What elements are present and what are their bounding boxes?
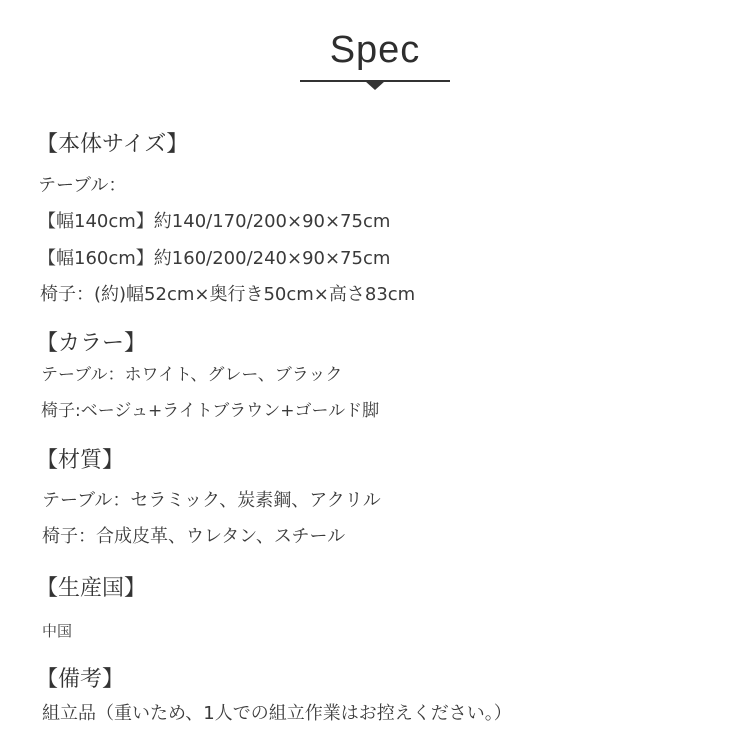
section-heading-origin: 【生産国】 [36, 576, 147, 601]
section-heading-material: 【材質】 [36, 448, 125, 473]
size-table-label: テーブル： [38, 175, 127, 196]
material-chair: 椅子：合成皮革、ウレタン、スチール [42, 526, 346, 547]
origin-value: 中国 [42, 622, 73, 640]
notes-value: 組立品（重いため、1人での組立作業はお控えください。） [42, 703, 512, 724]
color-table: テーブル：ホワイト、グレー、ブラック [41, 365, 343, 385]
down-arrow-icon [365, 81, 385, 90]
section-heading-size: 【本体サイズ】 [36, 132, 189, 157]
section-heading-color: 【カラー】 [36, 331, 147, 356]
size-chair: 椅子：(約)幅52cm×奥行き50cm×高さ83cm [40, 284, 416, 305]
page-title: Spec [329, 29, 421, 71]
size-table-140: 【幅140cm】約140/170/200×90×75cm [38, 211, 391, 232]
section-heading-notes: 【備考】 [36, 667, 125, 692]
material-table: テーブル：セラミック、炭素鋼、アクリル [42, 490, 381, 511]
color-chair: 椅子:ベージュ+ライトブラウン+ゴールド脚 [41, 401, 380, 421]
size-table-160: 【幅160cm】約160/200/240×90×75cm [38, 248, 391, 269]
